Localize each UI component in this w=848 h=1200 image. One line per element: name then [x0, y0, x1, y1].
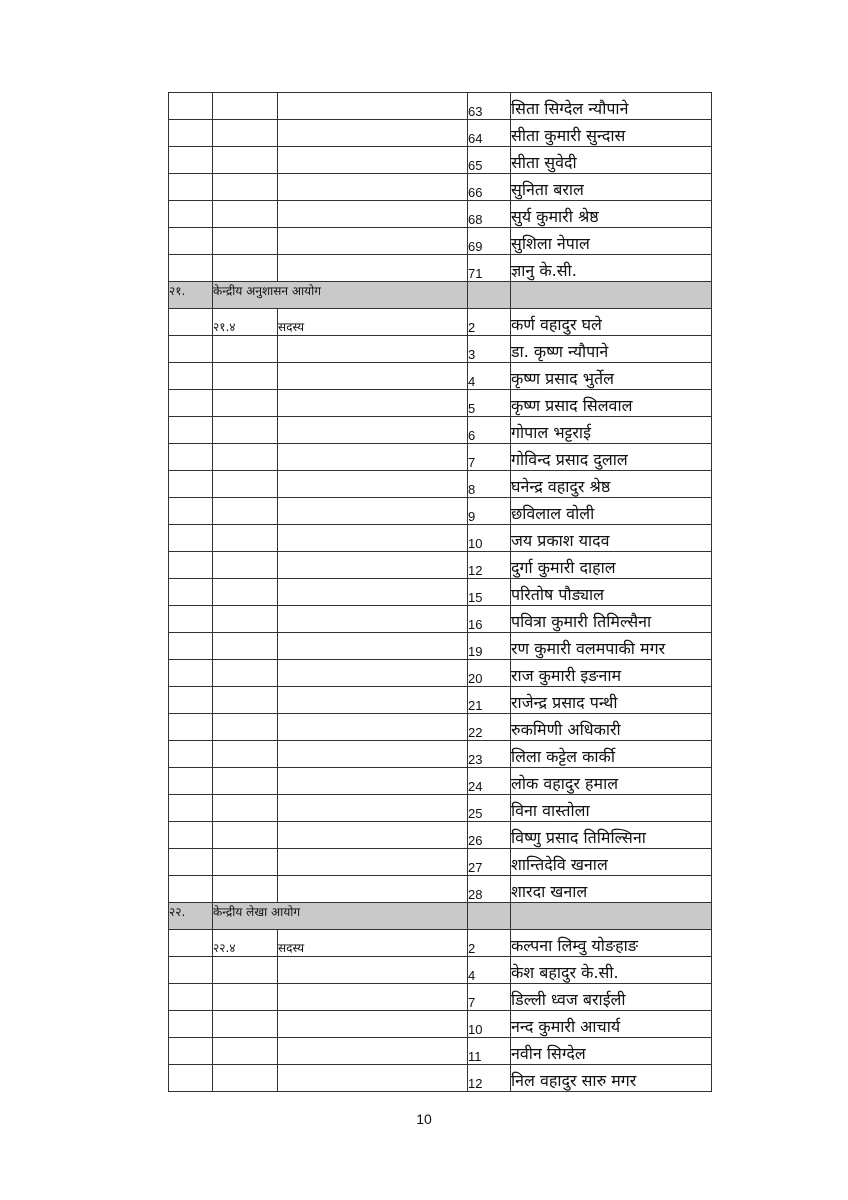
serial-number: 4 — [468, 363, 511, 390]
member-name: राज कुमारी इङनाम — [511, 660, 712, 687]
subsection-number — [213, 660, 278, 687]
subsection-number — [213, 417, 278, 444]
blank-cell — [169, 174, 213, 201]
serial-number: 27 — [468, 849, 511, 876]
section-header-row — [169, 282, 712, 309]
member-row — [169, 1065, 712, 1092]
blank-cell — [169, 444, 213, 471]
blank-cell — [169, 579, 213, 606]
member-name: केश बहादुर के.सी. — [511, 957, 712, 984]
subsection-number — [213, 606, 278, 633]
serial-number: 6 — [468, 417, 511, 444]
section-number: २२. — [169, 903, 213, 930]
designation — [278, 579, 468, 606]
serial-number: 7 — [468, 444, 511, 471]
serial-number: 25 — [468, 795, 511, 822]
member-name: रुकमिणी अधिकारी — [511, 714, 712, 741]
section-name-cell-empty — [511, 903, 712, 930]
designation — [278, 957, 468, 984]
member-name: सीता कुमारी सुन्दास — [511, 120, 712, 147]
member-row — [169, 768, 712, 795]
blank-cell — [169, 660, 213, 687]
member-name: पवित्रा कुमारी तिमिल्सैना — [511, 606, 712, 633]
member-row — [169, 228, 712, 255]
subsection-number — [213, 795, 278, 822]
designation — [278, 1038, 468, 1065]
member-name: लिला कट्टेल कार्की — [511, 741, 712, 768]
member-name: सिता सिग्देल न्यौपाने — [511, 93, 712, 120]
subsection-number — [213, 471, 278, 498]
subsection-number — [213, 876, 278, 903]
member-name: सुर्य कुमारी श्रेष्ठ — [511, 201, 712, 228]
member-row — [169, 930, 712, 957]
serial-number: 69 — [468, 228, 511, 255]
blank-cell — [169, 687, 213, 714]
designation — [278, 390, 468, 417]
member-row — [169, 687, 712, 714]
subsection-number — [213, 957, 278, 984]
serial-number: 19 — [468, 633, 511, 660]
member-name: नन्द कुमारी आचार्य — [511, 1011, 712, 1038]
member-row — [169, 93, 712, 120]
designation — [278, 714, 468, 741]
designation — [278, 147, 468, 174]
section-name-cell-empty — [511, 282, 712, 309]
designation — [278, 228, 468, 255]
member-name: कर्ण वहादुर घले — [511, 309, 712, 336]
member-name: नवीन सिग्देल — [511, 1038, 712, 1065]
member-name: दुर्गा कुमारी दाहाल — [511, 552, 712, 579]
blank-cell — [169, 390, 213, 417]
blank-cell — [169, 309, 213, 336]
serial-number: 7 — [468, 984, 511, 1011]
serial-number: 24 — [468, 768, 511, 795]
member-row — [169, 174, 712, 201]
member-row — [169, 633, 712, 660]
member-name: परितोष पौड्याल — [511, 579, 712, 606]
designation — [278, 255, 468, 282]
designation — [278, 660, 468, 687]
blank-cell — [169, 1011, 213, 1038]
blank-cell — [169, 741, 213, 768]
member-row — [169, 849, 712, 876]
blank-cell — [169, 228, 213, 255]
designation — [278, 444, 468, 471]
serial-number: 12 — [468, 1065, 511, 1092]
serial-number: 65 — [468, 147, 511, 174]
member-row — [169, 444, 712, 471]
designation — [278, 498, 468, 525]
member-row — [169, 471, 712, 498]
serial-number: 68 — [468, 201, 511, 228]
subsection-number — [213, 984, 278, 1011]
subsection-number — [213, 849, 278, 876]
member-row — [169, 579, 712, 606]
blank-cell — [169, 957, 213, 984]
member-roster-table — [168, 92, 712, 1092]
roster-body — [169, 93, 712, 1092]
designation: सदस्य — [278, 930, 468, 957]
designation — [278, 201, 468, 228]
member-name: छविलाल वोली — [511, 498, 712, 525]
serial-number: 10 — [468, 525, 511, 552]
subsection-number — [213, 741, 278, 768]
member-name: गोपाल भट्टराई — [511, 417, 712, 444]
designation — [278, 795, 468, 822]
blank-cell — [169, 363, 213, 390]
member-name: विष्णु प्रसाद तिमिल्सिना — [511, 822, 712, 849]
blank-cell — [169, 552, 213, 579]
designation — [278, 552, 468, 579]
blank-cell — [169, 930, 213, 957]
blank-cell — [169, 984, 213, 1011]
designation — [278, 984, 468, 1011]
serial-number: 28 — [468, 876, 511, 903]
member-row — [169, 498, 712, 525]
member-row — [169, 147, 712, 174]
subsection-number — [213, 768, 278, 795]
blank-cell — [169, 795, 213, 822]
subsection-number — [213, 93, 278, 120]
member-name: राजेन्द्र प्रसाद पन्थी — [511, 687, 712, 714]
member-name: लोक वहादुर हमाल — [511, 768, 712, 795]
member-row — [169, 390, 712, 417]
subsection-number — [213, 525, 278, 552]
member-name: कृष्ण प्रसाद भुर्तेल — [511, 363, 712, 390]
blank-cell — [169, 120, 213, 147]
member-row — [169, 660, 712, 687]
member-row — [169, 741, 712, 768]
designation — [278, 471, 468, 498]
member-name: शारदा खनाल — [511, 876, 712, 903]
subsection-number — [213, 255, 278, 282]
member-name: ज्ञानु के.सी. — [511, 255, 712, 282]
subsection-number — [213, 822, 278, 849]
serial-number: 63 — [468, 93, 511, 120]
serial-number: 11 — [468, 1038, 511, 1065]
member-row — [169, 363, 712, 390]
serial-number: 66 — [468, 174, 511, 201]
member-name: घनेन्द्र वहादुर श्रेष्ठ — [511, 471, 712, 498]
member-name: रण कुमारी वलमपाकी मगर — [511, 633, 712, 660]
serial-number: 23 — [468, 741, 511, 768]
member-row — [169, 552, 712, 579]
designation — [278, 1065, 468, 1092]
blank-cell — [169, 525, 213, 552]
subsection-number — [213, 174, 278, 201]
serial-number: 26 — [468, 822, 511, 849]
section-number-cell-empty — [468, 903, 511, 930]
subsection-number — [213, 201, 278, 228]
member-name: शान्तिदेवि खनाल — [511, 849, 712, 876]
designation — [278, 525, 468, 552]
designation — [278, 876, 468, 903]
designation — [278, 822, 468, 849]
member-name: डिल्ली ध्वज बराईली — [511, 984, 712, 1011]
designation: सदस्य — [278, 309, 468, 336]
blank-cell — [169, 822, 213, 849]
subsection-number — [213, 552, 278, 579]
subsection-number — [213, 1038, 278, 1065]
blank-cell — [169, 93, 213, 120]
designation — [278, 363, 468, 390]
member-row — [169, 876, 712, 903]
member-row — [169, 1038, 712, 1065]
member-row — [169, 336, 712, 363]
serial-number: 2 — [468, 309, 511, 336]
subsection-number: २२.४ — [213, 930, 278, 957]
member-row — [169, 525, 712, 552]
member-row — [169, 606, 712, 633]
section-number: २१. — [169, 282, 213, 309]
serial-number: 2 — [468, 930, 511, 957]
member-name: कृष्ण प्रसाद सिलवाल — [511, 390, 712, 417]
designation — [278, 1011, 468, 1038]
member-name: कल्पना लिम्वु योङहाङ — [511, 930, 712, 957]
subsection-number — [213, 120, 278, 147]
serial-number: 22 — [468, 714, 511, 741]
subsection-number — [213, 1011, 278, 1038]
serial-number: 16 — [468, 606, 511, 633]
member-row — [169, 714, 712, 741]
member-name: डा. कृष्ण न्यौपाने — [511, 336, 712, 363]
member-name: विना वास्तोला — [511, 795, 712, 822]
subsection-number — [213, 444, 278, 471]
designation — [278, 606, 468, 633]
member-name: गोविन्द प्रसाद दुलाल — [511, 444, 712, 471]
member-row — [169, 201, 712, 228]
serial-number: 10 — [468, 1011, 511, 1038]
blank-cell — [169, 1038, 213, 1065]
blank-cell — [169, 714, 213, 741]
section-title: केन्द्रीय अनुशासन आयोग — [213, 282, 468, 309]
serial-number: 71 — [468, 255, 511, 282]
member-row — [169, 1011, 712, 1038]
serial-number: 12 — [468, 552, 511, 579]
serial-number: 21 — [468, 687, 511, 714]
member-row — [169, 417, 712, 444]
designation — [278, 633, 468, 660]
subsection-number — [213, 336, 278, 363]
subsection-number — [213, 1065, 278, 1092]
designation — [278, 741, 468, 768]
member-row — [169, 120, 712, 147]
serial-number: 9 — [468, 498, 511, 525]
designation — [278, 336, 468, 363]
subsection-number — [213, 147, 278, 174]
page-number: 10 — [416, 1111, 432, 1127]
member-row — [169, 309, 712, 336]
member-name: सीता सुवेदी — [511, 147, 712, 174]
blank-cell — [169, 768, 213, 795]
member-name: सुनिता बराल — [511, 174, 712, 201]
designation — [278, 120, 468, 147]
blank-cell — [169, 1065, 213, 1092]
section-header-row — [169, 903, 712, 930]
subsection-number — [213, 579, 278, 606]
section-number-cell-empty — [468, 282, 511, 309]
serial-number: 15 — [468, 579, 511, 606]
designation — [278, 849, 468, 876]
blank-cell — [169, 849, 213, 876]
blank-cell — [169, 336, 213, 363]
section-title: केन्द्रीय लेखा आयोग — [213, 903, 468, 930]
member-row — [169, 795, 712, 822]
designation — [278, 768, 468, 795]
subsection-number — [213, 498, 278, 525]
blank-cell — [169, 633, 213, 660]
member-row — [169, 822, 712, 849]
blank-cell — [169, 255, 213, 282]
member-name: जय प्रकाश यादव — [511, 525, 712, 552]
designation — [278, 93, 468, 120]
blank-cell — [169, 471, 213, 498]
serial-number: 64 — [468, 120, 511, 147]
member-row — [169, 984, 712, 1011]
serial-number: 20 — [468, 660, 511, 687]
member-row — [169, 957, 712, 984]
member-row — [169, 255, 712, 282]
subsection-number — [213, 228, 278, 255]
designation — [278, 417, 468, 444]
subsection-number — [213, 687, 278, 714]
subsection-number — [213, 390, 278, 417]
blank-cell — [169, 417, 213, 444]
serial-number: 5 — [468, 390, 511, 417]
serial-number: 3 — [468, 336, 511, 363]
serial-number: 4 — [468, 957, 511, 984]
designation — [278, 687, 468, 714]
blank-cell — [169, 606, 213, 633]
member-name: सुशिला नेपाल — [511, 228, 712, 255]
subsection-number: २१.४ — [213, 309, 278, 336]
blank-cell — [169, 498, 213, 525]
subsection-number — [213, 714, 278, 741]
subsection-number — [213, 633, 278, 660]
member-name: निल वहादुर सारु मगर — [511, 1065, 712, 1092]
designation — [278, 174, 468, 201]
blank-cell — [169, 201, 213, 228]
blank-cell — [169, 147, 213, 174]
subsection-number — [213, 363, 278, 390]
serial-number: 8 — [468, 471, 511, 498]
blank-cell — [169, 876, 213, 903]
